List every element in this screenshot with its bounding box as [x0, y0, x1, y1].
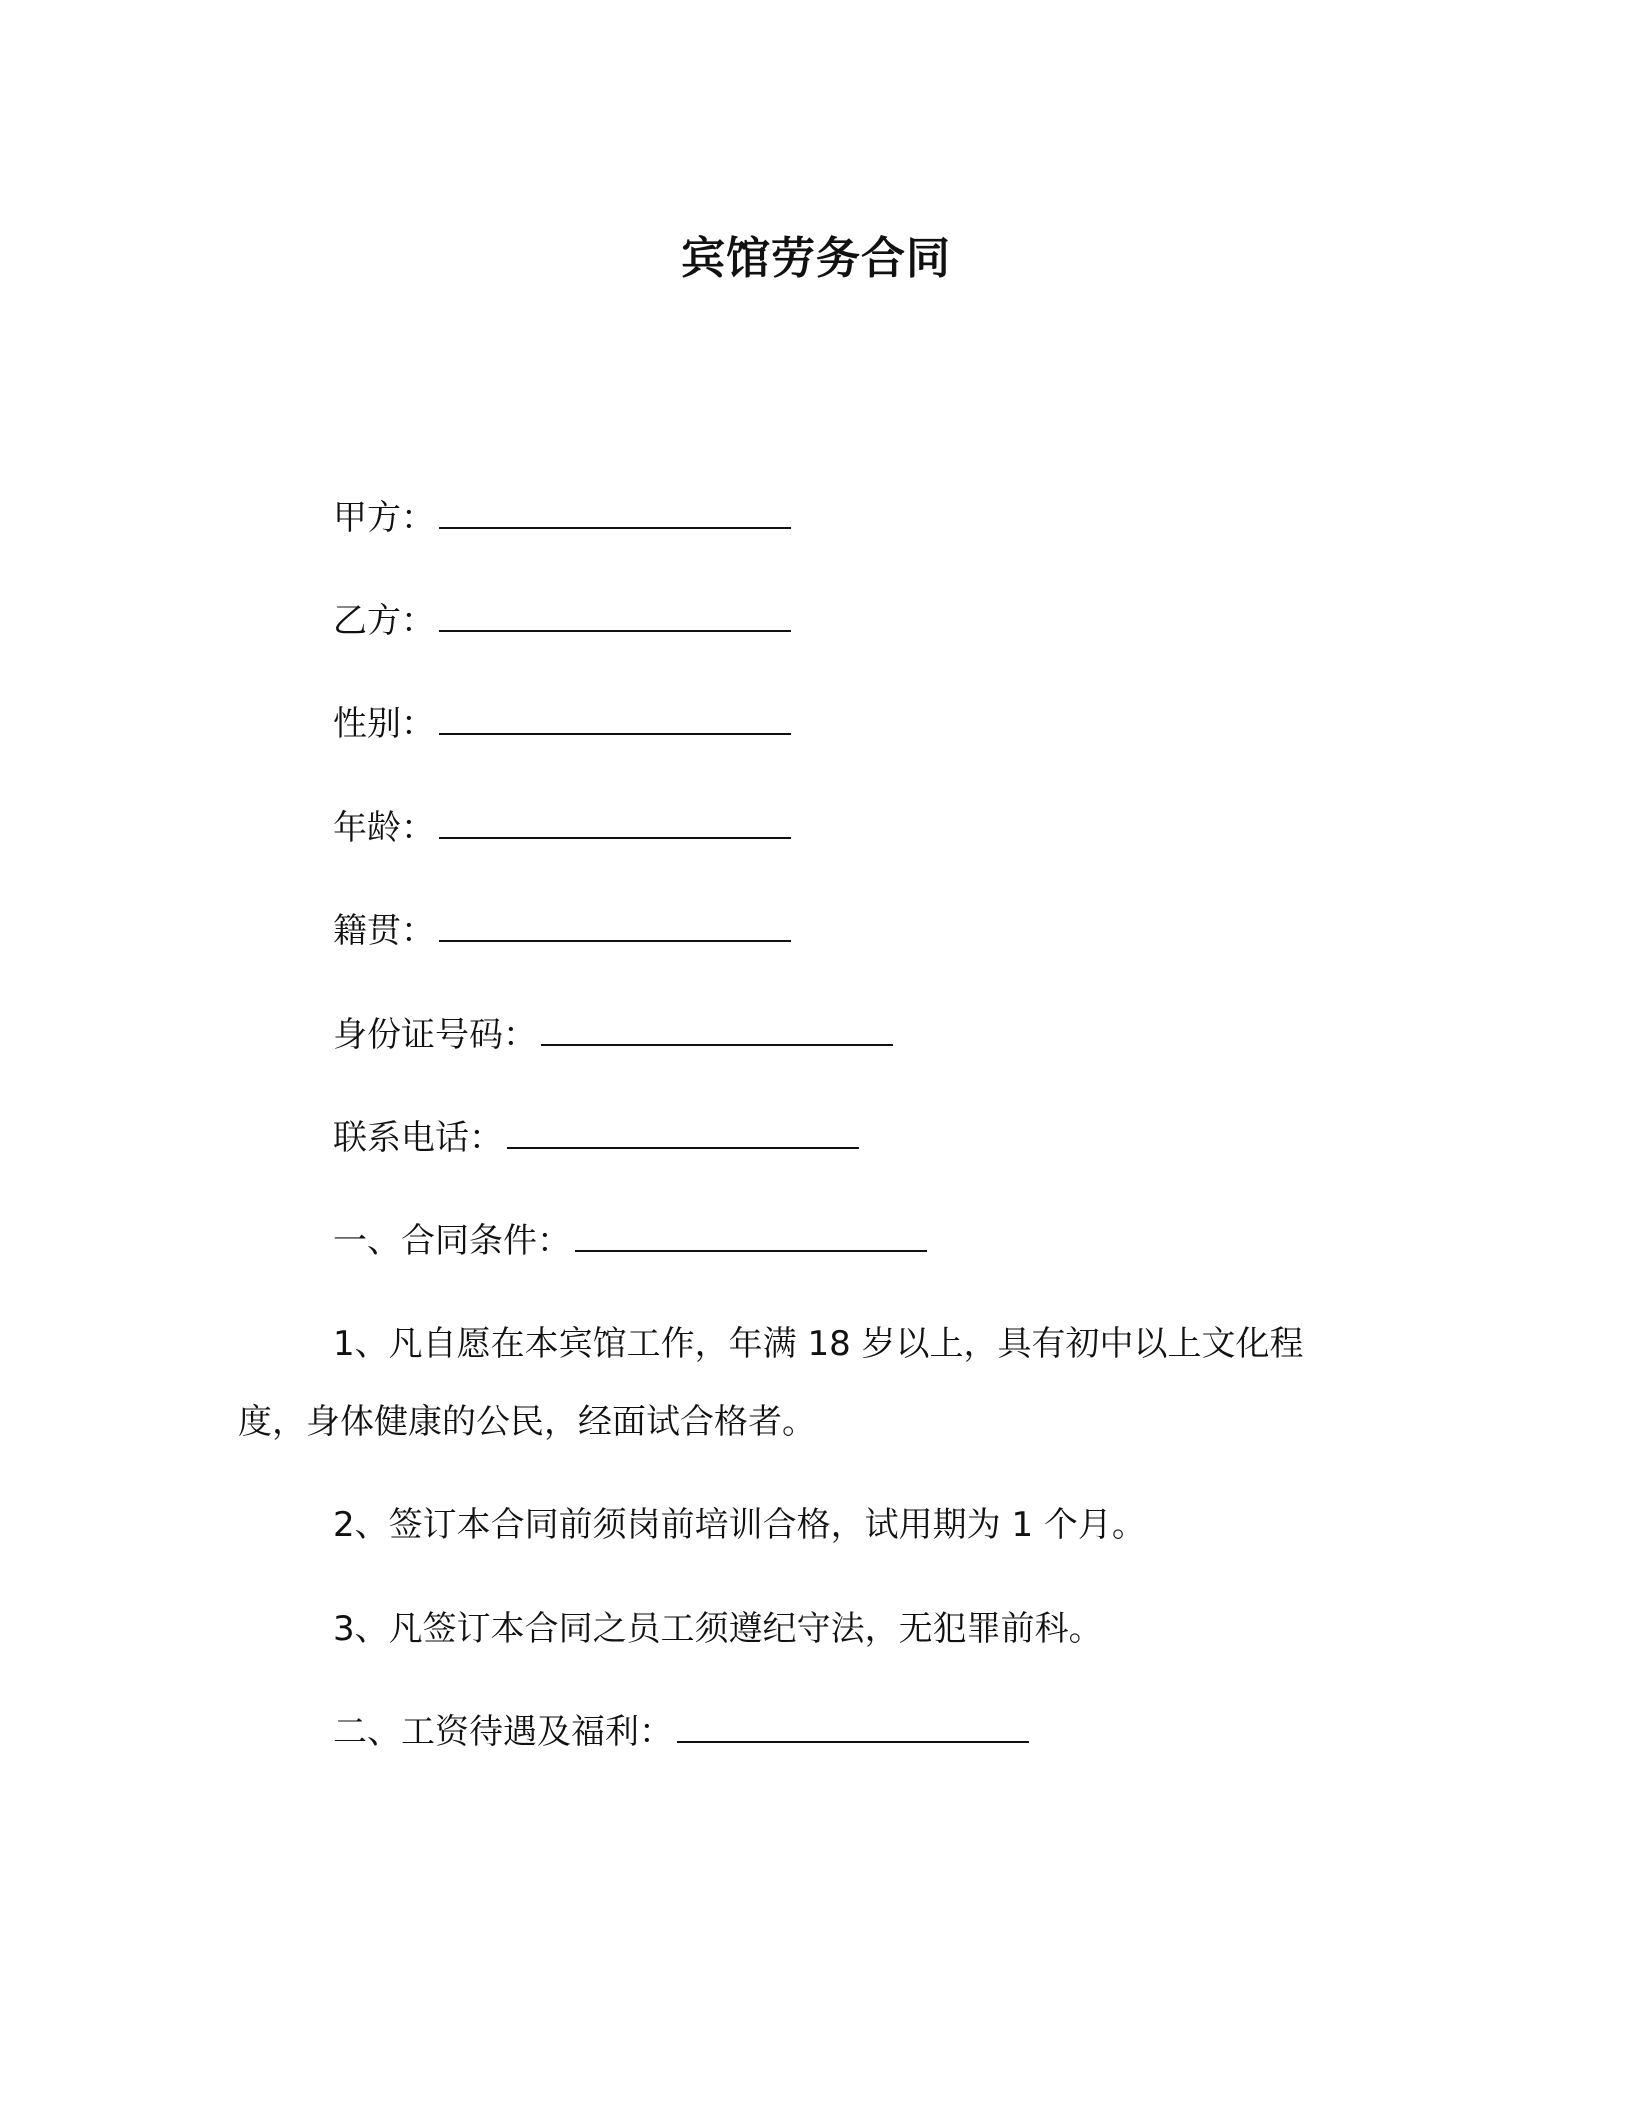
field-label: 身份证号码：	[333, 1015, 537, 1055]
document-title: 宾馆劳务合同	[681, 233, 951, 284]
field-label: 性别：	[333, 704, 435, 744]
fill-in-blank	[507, 1117, 859, 1149]
fill-in-blank	[439, 703, 791, 735]
field-label: 甲方：	[333, 498, 435, 538]
field-id-number	[333, 1013, 893, 1057]
field-phone	[333, 1116, 859, 1160]
field-native-place	[333, 909, 791, 953]
field-label: 年龄：	[333, 808, 435, 848]
fill-in-blank	[439, 497, 791, 529]
field-label: 联系电话：	[333, 1118, 503, 1158]
clause-3: 3、凡签订本合同之员工须遵纪守法，无犯罪前科。	[333, 1609, 1103, 1649]
field-gender	[333, 702, 791, 746]
fill-in-blank	[439, 807, 791, 839]
section-heading-text: 一、合同条件：	[333, 1221, 571, 1261]
clause-1-line-1: 1、凡自愿在本宾馆工作，年满 18 岁以上，具有初中以上文化程	[333, 1324, 1304, 1364]
section-heading-text: 二、工资待遇及福利：	[333, 1712, 673, 1752]
field-party-a	[333, 496, 791, 540]
fill-in-blank	[677, 1711, 1029, 1743]
field-party-b	[333, 599, 791, 643]
fill-in-blank	[439, 910, 791, 942]
fill-in-blank	[439, 600, 791, 632]
field-age	[333, 806, 791, 850]
fill-in-blank	[541, 1014, 893, 1046]
field-label: 籍贯：	[333, 911, 435, 951]
clause-2: 2、签订本合同前须岗前培训合格，试用期为 1 个月。	[333, 1505, 1146, 1545]
clause-1-line-2: 度，身体健康的公民，经面试合格者。	[238, 1402, 816, 1442]
field-label: 乙方：	[333, 601, 435, 641]
fill-in-blank	[575, 1220, 927, 1252]
section-heading-wages-benefits	[333, 1710, 1029, 1754]
section-heading-contract-conditions	[333, 1219, 927, 1263]
